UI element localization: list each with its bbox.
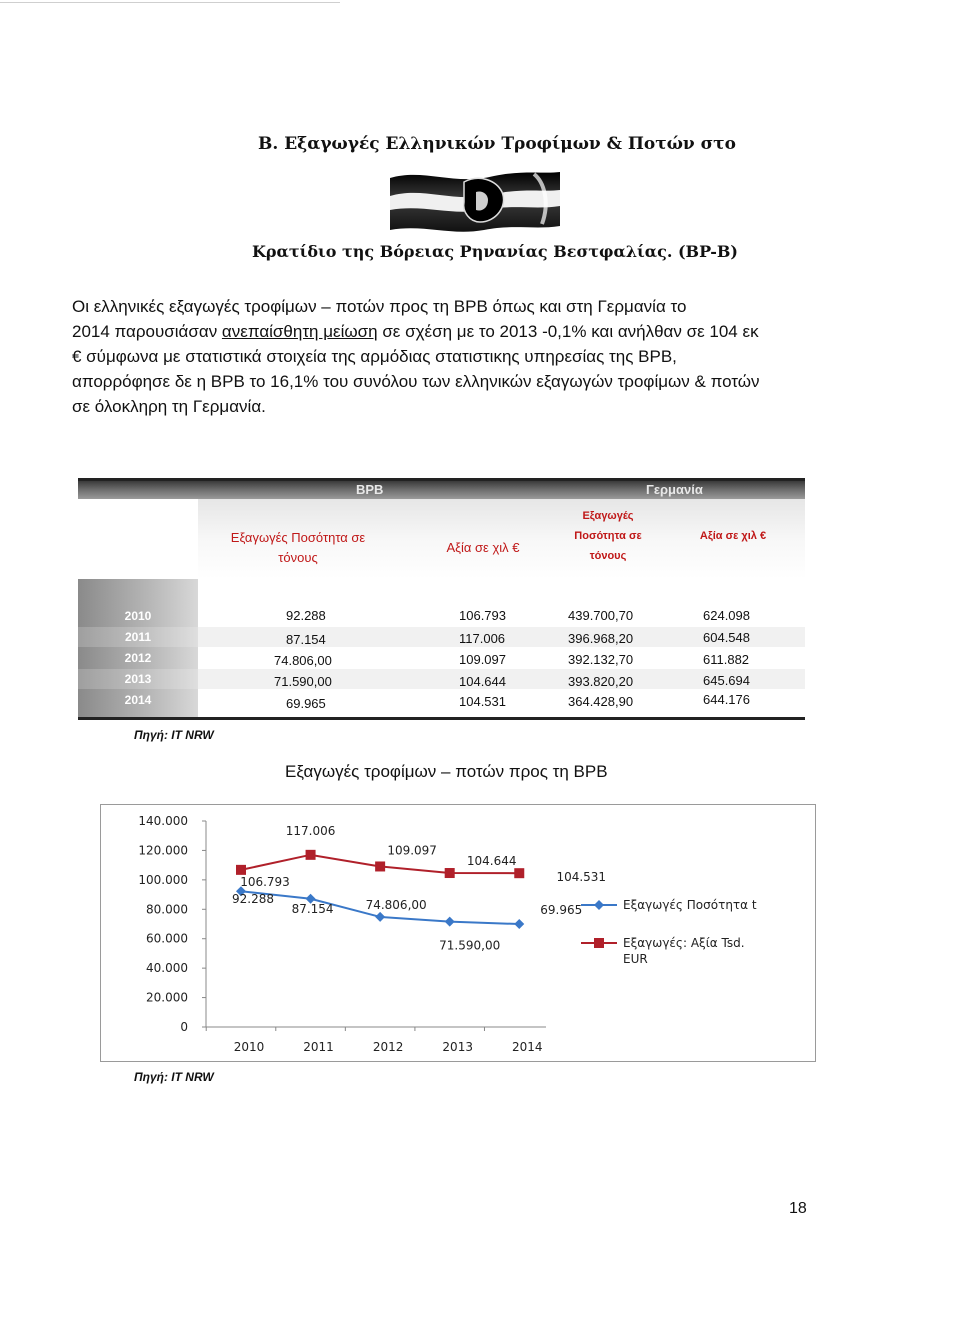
cell-germany-value: 604.548: [703, 630, 750, 645]
chart-title: Εξαγωγές τροφίμων – ποτών προς τη ΒΡΒ: [285, 762, 608, 781]
y-tick-label: 20.000: [146, 990, 188, 1005]
data-label: 106.793: [240, 874, 290, 889]
data-point-diamond: [375, 912, 385, 922]
subheading: Κρατίδιο της Βόρειας Ρηνανίας Βεστφαλίας. (BP-B): [252, 242, 738, 261]
y-tick-label: 80.000: [146, 902, 188, 917]
year-cell: 2012: [124, 651, 152, 665]
cell-bpb-value: 104.644: [459, 674, 506, 689]
data-label: 69.965: [540, 903, 583, 918]
cell-germany-quantity: 396.968,20: [568, 631, 634, 646]
data-label: 104.644: [466, 854, 517, 869]
data-point-square: [514, 868, 524, 878]
line-chart: [100, 804, 816, 1062]
x-tick-label: 2012: [372, 1040, 404, 1054]
y-tick-label: 120.000: [138, 843, 188, 858]
header-text: Αξία σε χιλ €: [699, 530, 767, 542]
cell-bpb-quantity: 71.590,00: [274, 674, 332, 689]
y-tick-label: 140.000: [138, 814, 188, 828]
header-bpb-value: [423, 538, 543, 558]
header-text: Αξία σε χιλ €: [446, 540, 520, 555]
year-cell: 2013: [78, 669, 198, 689]
data-label: 117.006: [285, 823, 336, 838]
header-text: Ποσότητα σε: [574, 530, 642, 542]
cell-germany-value: 644.176: [703, 692, 750, 707]
data-label: 104.531: [556, 870, 607, 885]
intro-line-2a: 2014 παρουσιάσαν: [72, 322, 222, 341]
section-heading: Β. Εξαγωγές Ελληνικών Τροφίμων & Ποτών στο: [258, 134, 736, 154]
legend-marker-diamond: [594, 900, 604, 910]
exports-table: [78, 478, 805, 722]
intro-line-2b: σε σχέση με το 2013 -0,1% και ανήλθαν σε 104 εκ: [377, 322, 759, 341]
data-point-square: [236, 865, 246, 875]
data-label: 92.288: [232, 892, 274, 907]
intro-line-5: σε όλοκληρη τη Γερμανία.: [72, 397, 266, 416]
header-germany-value: [678, 526, 788, 546]
cell-bpb-value: 106.793: [459, 608, 506, 623]
top-rule: [0, 2, 340, 3]
chart-source-label: Πηγή: IT NRW: [134, 1070, 214, 1084]
cell-germany-quantity: 393.820,20: [568, 674, 634, 689]
data-label: 71.590,00: [439, 938, 501, 953]
year-cell: 2010: [124, 609, 152, 623]
group-label-germany: Γερμανία: [646, 482, 703, 497]
header-germany-quantity: [548, 506, 668, 566]
x-tick-label: 2013: [442, 1040, 473, 1054]
table-bottom-rule: [78, 717, 805, 720]
cell-bpb-quantity: 69.965: [286, 696, 326, 711]
y-tick-label: 60.000: [146, 931, 188, 946]
cell-germany-quantity: 392.132,70: [568, 652, 634, 667]
page-number: 18: [789, 1200, 807, 1217]
data-point-square: [375, 861, 385, 871]
x-tick-label: 2014: [511, 1040, 543, 1054]
y-tick-label: 0: [180, 1020, 188, 1034]
legend-label: Εξαγωγές Ποσότητα t: [623, 898, 757, 912]
group-label-bpb: BPB: [356, 482, 384, 497]
data-point-square: [306, 850, 316, 860]
y-tick-label: 40.000: [146, 961, 188, 976]
cell-bpb-value: 104.531: [459, 694, 506, 709]
intro-underlined-phrase: ανεπαίσθητη μείωση: [221, 322, 378, 341]
intro-line-2: [72, 319, 832, 344]
x-tick-label: 2010: [233, 1040, 265, 1054]
cell-germany-quantity: 439.700,70: [568, 608, 634, 623]
cell-germany-value: 624.098: [703, 608, 750, 623]
chart-svg: [101, 805, 815, 1061]
intro-line-1: Οι ελληνικές εξαγωγές τροφίμων – ποτών προς τη ΒΡΒ όπως και στη Γερμανία το: [72, 297, 687, 316]
data-label: 87.154: [291, 901, 334, 916]
header-bpb-quantity: [208, 528, 388, 568]
table-source-label: Πηγή: IT NRW: [134, 728, 214, 742]
intro-paragraph: [72, 294, 832, 419]
table-group-band: [78, 481, 805, 499]
data-point-square: [445, 868, 455, 878]
legend-label: EUR: [623, 952, 648, 966]
header-text: τόνους: [589, 550, 627, 562]
header-text: Εξαγωγές Ποσότητα σε: [230, 530, 366, 545]
x-tick-label: 2011: [303, 1040, 334, 1054]
cell-bpb-quantity: 92.288: [286, 608, 326, 623]
data-point-diamond: [445, 917, 455, 927]
cell-germany-quantity: 364.428,90: [568, 694, 634, 709]
y-tick-label: 100.000: [138, 872, 188, 887]
cell-bpb-quantity: 74.806,00: [274, 653, 332, 668]
cell-germany-value: 645.694: [703, 673, 750, 688]
cell-germany-value: 611.882: [703, 652, 750, 667]
legend-label: Εξαγωγές: Αξία Tsd.: [623, 936, 745, 950]
year-cell: 2014: [124, 693, 152, 707]
intro-line-4: απορρόφησε δε η ΒΡΒ το 16,1% του συνόλου των ελληνικών εξαγωγών τροφίμων & ποτών: [72, 372, 760, 391]
data-label: 109.097: [387, 843, 437, 858]
data-point-diamond: [514, 919, 524, 929]
intro-line-3: € σύμφωνα με στατιστικά στοιχεία της αρμόδιας στατιστικης υπηρεσίας της ΒΡΒ,: [72, 347, 677, 366]
cell-bpb-value: 117.006: [459, 631, 506, 646]
cell-bpb-quantity: 87.154: [286, 632, 326, 647]
year-cell: 2011: [78, 627, 198, 647]
nrw-flag-icon: [384, 168, 564, 236]
cell-bpb-value: 109.097: [459, 652, 506, 667]
header-text: τόνους: [278, 550, 318, 565]
header-text: Εξαγωγές: [582, 510, 634, 522]
data-label: 74.806,00: [365, 897, 427, 912]
legend-marker-square: [594, 938, 604, 948]
